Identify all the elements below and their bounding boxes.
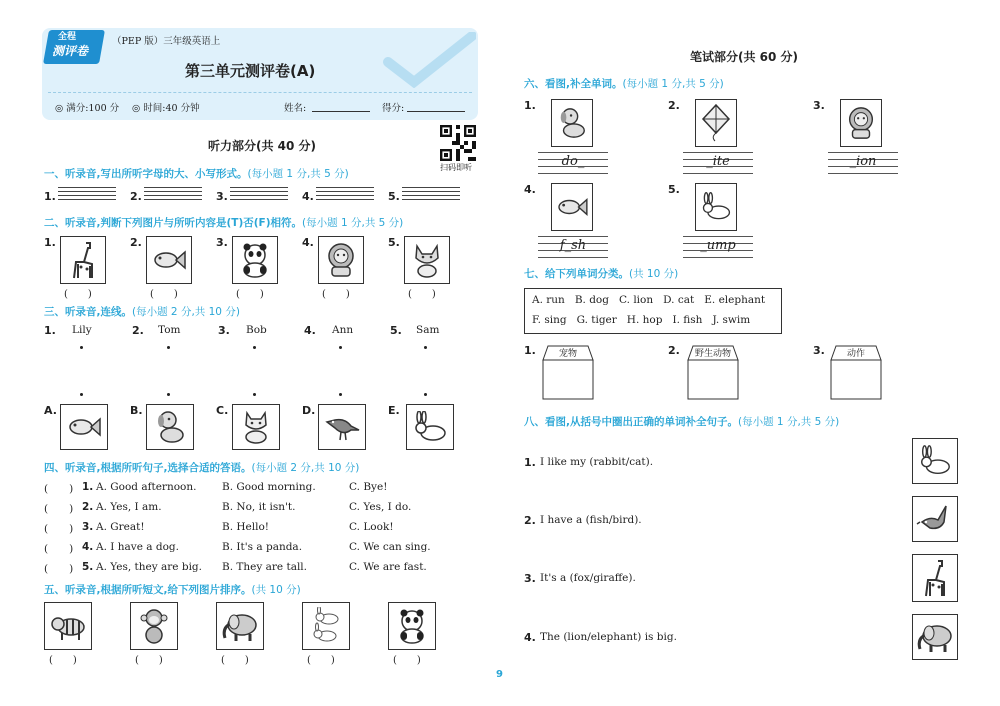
option-a: A. I have a dog. — [96, 541, 179, 553]
answer-blank[interactable]: ( ) — [44, 503, 74, 515]
option-b: B. They are tall. — [222, 561, 308, 573]
category-label: 宠物 — [558, 349, 577, 359]
item-number: 1. — [524, 99, 536, 112]
option-c: C. Yes, I do. — [349, 501, 412, 513]
name-word: Bob — [246, 324, 267, 336]
item-number: 1. — [44, 236, 56, 249]
letter-writing-lines[interactable] — [316, 187, 374, 203]
dog-picture — [551, 99, 593, 147]
letter-writing-lines[interactable] — [144, 187, 202, 203]
match-dot[interactable] — [424, 346, 427, 349]
answer-blank[interactable]: ( ) — [44, 483, 74, 495]
panda-picture — [232, 236, 278, 284]
category-label: 动作 — [846, 349, 865, 359]
item-number: 4. — [82, 541, 94, 553]
word-blank[interactable]: do_ — [538, 152, 608, 174]
time-label: ◎ 时间:40 分钟 — [132, 103, 200, 114]
item-number: 2. — [130, 236, 142, 249]
item-number: 2. — [130, 190, 142, 203]
option-b: B. Good morning. — [222, 481, 316, 493]
match-dot[interactable] — [80, 393, 83, 396]
category-actions-box[interactable] — [826, 342, 886, 400]
fish-picture — [146, 236, 192, 284]
match-dot[interactable] — [424, 393, 427, 396]
word-bank-row-2: F. sing G. tiger H. hop I. fish J. swim — [532, 314, 751, 326]
option-c: C. We can sing. — [349, 541, 431, 553]
item-number: 5. — [388, 190, 400, 203]
match-dot[interactable] — [80, 346, 83, 349]
fish-picture — [551, 183, 593, 231]
item-number: 2. — [668, 99, 680, 112]
item-number: 4. — [524, 183, 536, 196]
name-word: Lily — [72, 324, 92, 336]
answer-blank[interactable]: ( ) — [221, 655, 249, 666]
score-label: 得分: — [382, 103, 405, 114]
section-2-heading: 二、听录音,判断下列图片与所听内容是(T)否(F)相符。(每小题 1 分,共 5 分) — [44, 217, 404, 229]
option-b: B. It's a panda. — [222, 541, 303, 553]
item-number: 5. — [388, 236, 400, 249]
option-letter: E. — [388, 404, 400, 417]
dog-picture — [146, 404, 194, 450]
option-b: B. No, it isn't. — [222, 501, 296, 513]
name-word: Tom — [158, 324, 181, 336]
header-check-decoration — [380, 32, 476, 91]
item-number: 3. — [524, 572, 536, 585]
item-number: 1. — [44, 324, 56, 337]
rabbit-picture — [406, 404, 454, 450]
word-blank[interactable]: _ion — [828, 152, 898, 174]
category-pets-box[interactable] — [538, 342, 598, 400]
qr-code[interactable] — [440, 125, 476, 161]
item-number: 2. — [668, 344, 680, 357]
section-6-heading: 六、看图,补全单词。(每小题 1 分,共 5 分) — [524, 78, 724, 90]
cat-picture — [232, 404, 280, 450]
sentence[interactable]: It's a (fox/giraffe). — [540, 572, 636, 584]
word-blank[interactable]: _ump — [683, 236, 753, 258]
section-8-heading: 八、看图,从括号中圈出正确的单词补全句子。(每小题 1 分,共 5 分) — [524, 416, 840, 428]
word-bank-row-1: A. run B. dog C. lion D. cat E. elephant — [532, 294, 766, 306]
answer-blank[interactable]: ( ) — [135, 655, 163, 666]
bird-picture — [318, 404, 366, 450]
item-number: 5. — [668, 183, 680, 196]
item-number: 4. — [304, 324, 316, 337]
match-dot[interactable] — [339, 346, 342, 349]
answer-blank[interactable]: ( ) — [393, 655, 421, 666]
option-c: C. Bye! — [349, 481, 388, 493]
sentence[interactable]: I have a (fish/bird). — [540, 514, 642, 526]
category-label: 野生动物 — [694, 349, 731, 359]
item-number: 1. — [524, 456, 536, 469]
option-a: A. Yes, I am. — [96, 501, 162, 513]
option-letter: D. — [302, 404, 316, 417]
item-number: 1. — [44, 190, 56, 203]
logo-small-text: 全程 — [58, 32, 77, 42]
item-number: 1. — [82, 481, 94, 493]
section-1-heading: 一、听录音,写出所听字母的大、小写形式。(每小题 1 分,共 5 分) — [44, 168, 349, 180]
panda-picture — [388, 602, 436, 650]
option-letter: B. — [130, 404, 143, 417]
elephant-picture — [216, 602, 264, 650]
option-c: C. We are fast. — [349, 561, 427, 573]
answer-blank[interactable]: ( ) — [44, 543, 74, 555]
item-number: 4. — [302, 190, 314, 203]
item-number: 4. — [302, 236, 314, 249]
rabbits-picture — [302, 602, 350, 650]
bird-picture — [912, 496, 958, 542]
lion-picture — [840, 99, 882, 147]
option-letter: A. — [44, 404, 57, 417]
word-blank[interactable]: f_sh — [538, 236, 608, 258]
item-number: 3. — [216, 236, 228, 249]
listening-title: 听力部分(共 40 分) — [208, 139, 317, 153]
item-number: 3. — [216, 190, 228, 203]
item-number: 1. — [524, 344, 536, 357]
fish-picture — [60, 404, 108, 450]
option-c: C. Look! — [349, 521, 394, 533]
match-dot[interactable] — [253, 346, 256, 349]
page-number: 9 — [496, 669, 503, 680]
written-title: 笔试部分(共 60 分) — [690, 50, 799, 64]
category-wild-animals-box[interactable] — [683, 342, 743, 400]
name-word: Sam — [416, 324, 440, 336]
letter-writing-lines[interactable] — [230, 187, 288, 203]
letter-writing-lines[interactable] — [58, 187, 116, 203]
item-number: 5. — [82, 561, 94, 573]
section-4-heading: 四、听录音,根据所听句子,选择合适的答语。(每小题 2 分,共 10 分) — [44, 462, 360, 474]
section-5-heading: 五、听录音,根据所听短文,给下列图片排序。(共 10 分) — [44, 584, 301, 596]
full-score-label: ◎ 满分:100 分 — [55, 103, 120, 114]
logo-text: 测评卷 — [52, 44, 89, 58]
item-number: 2. — [82, 501, 94, 513]
item-number: 2. — [524, 514, 536, 527]
option-letter: C. — [216, 404, 229, 417]
match-dot[interactable] — [167, 346, 170, 349]
monkey-picture — [130, 602, 178, 650]
answer-blank[interactable]: ( ) — [64, 289, 92, 300]
lion-picture — [318, 236, 364, 284]
item-number: 3. — [82, 521, 94, 533]
answer-blank[interactable]: ( ) — [408, 289, 436, 300]
sentence[interactable]: I like my (rabbit/cat). — [540, 456, 654, 468]
item-number: 5. — [390, 324, 402, 337]
giraffe-picture — [912, 554, 958, 602]
giraffe-picture — [60, 236, 106, 284]
fox-picture — [404, 236, 450, 284]
word-blank[interactable]: _ite — [683, 152, 753, 174]
item-number: 2. — [132, 324, 144, 337]
page-title: 第三单元测评卷(A) — [185, 62, 316, 80]
sentence[interactable]: The (lion/elephant) is big. — [540, 631, 677, 643]
rabbit-picture — [695, 183, 737, 231]
answer-blank[interactable]: ( ) — [44, 523, 74, 535]
item-number: 3. — [218, 324, 230, 337]
rabbit-picture — [912, 438, 958, 484]
letter-writing-lines[interactable] — [402, 187, 460, 203]
answer-blank[interactable]: ( ) — [49, 655, 77, 666]
match-dot[interactable] — [339, 393, 342, 396]
option-a: A. Yes, they are big. — [96, 561, 202, 573]
name-word: Ann — [332, 324, 354, 336]
tiger-picture — [44, 602, 92, 650]
match-dot[interactable] — [167, 393, 170, 396]
edition-label: （PEP 版）三年级英语上 — [112, 36, 221, 47]
section-7-heading: 七、给下列单词分类。(共 10 分) — [524, 268, 679, 280]
answer-blank[interactable]: ( ) — [322, 289, 350, 300]
option-b: B. Hello! — [222, 521, 270, 533]
item-number: 4. — [524, 631, 536, 644]
section-3-heading: 三、听录音,连线。(每小题 2 分,共 10 分) — [44, 306, 240, 318]
name-label: 姓名: — [284, 103, 307, 114]
option-a: A. Great! — [96, 521, 145, 533]
item-number: 3. — [813, 99, 825, 112]
answer-blank[interactable]: ( ) — [44, 563, 74, 575]
score-field[interactable] — [407, 111, 465, 112]
answer-blank[interactable]: ( ) — [150, 289, 178, 300]
qr-caption: 扫码即听 — [440, 163, 472, 172]
match-dot[interactable] — [253, 393, 256, 396]
header-divider — [48, 92, 472, 94]
name-field[interactable] — [312, 111, 370, 112]
item-number: 3. — [813, 344, 825, 357]
option-a: A. Good afternoon. — [96, 481, 197, 493]
answer-blank[interactable]: ( ) — [236, 289, 264, 300]
answer-blank[interactable]: ( ) — [307, 655, 335, 666]
kite-picture — [695, 99, 737, 147]
elephant-picture — [912, 614, 958, 660]
